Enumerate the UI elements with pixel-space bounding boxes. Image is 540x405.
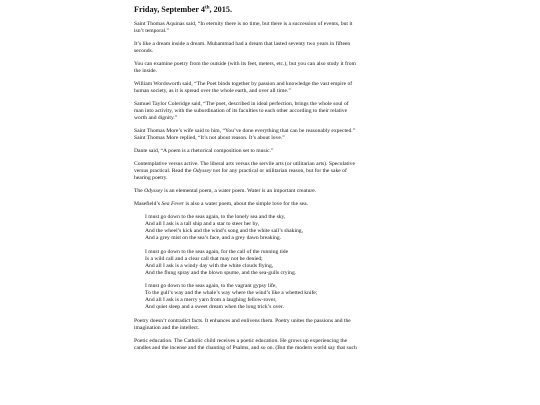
poem-line: I must go down to the seas again, to the lonely sea and the sky, xyxy=(145,214,286,220)
paragraph-masefield xyxy=(134,201,418,208)
poem-line: And the flung spray and the blown spume, and the sea-gulls crying. xyxy=(145,269,297,276)
paragraph-line: worth and dignity.” xyxy=(134,115,178,121)
line-segment: Masefield’s xyxy=(134,201,162,207)
paragraph-line: You can examine poetry from the outside (with its feet, meters, etc.), but you can also study it from xyxy=(134,61,356,67)
poem-line: And all I ask is a windy day with the white clouds flying, xyxy=(145,262,274,269)
poem-line: And the wheel’s kick and the wind’s song and the white sail’s shaking, xyxy=(145,228,303,234)
paragraph-line: candles and the incense and the chanting of Psalms, and so on. (But the modern world say that such xyxy=(134,344,357,351)
paragraph-contemplative xyxy=(134,161,418,182)
title-ordinal: th xyxy=(205,5,210,11)
poem-line: And all I ask is a merry yarn from a laughing fellow-rover, xyxy=(145,297,277,303)
poem-line: And all I ask is a tall ship and a star to steer her by, xyxy=(145,221,260,227)
page-title xyxy=(134,5,418,15)
line-segment: not for any practical or utilitarian reason, but for the sake of xyxy=(211,168,347,174)
paragraph-aquinas xyxy=(134,21,418,35)
paragraph-line: Samuel Taylor Coleridge said, “The poet, described in ideal perfection, brings the whole soul of xyxy=(134,101,349,107)
paragraph-poetry-study xyxy=(134,61,418,75)
paragraph-line: Saint Thomas Aquinas said, “In eternity there is no time, but there is a succession of events, but it xyxy=(134,21,353,27)
poem-stanza-2 xyxy=(145,249,418,277)
paragraph-dream xyxy=(134,41,418,55)
paragraph-poetry-facts xyxy=(134,318,418,332)
poem-stanza-3 xyxy=(145,283,418,311)
title-date: Friday, September 4 xyxy=(134,5,206,14)
paragraph-poetic-education xyxy=(134,338,418,352)
paragraph-line: imagination and the intellect. xyxy=(134,324,200,331)
line-segment: versus practical. Read the xyxy=(134,168,193,174)
paragraph-line: William Wordsworth said, “The Poet binds together by passion and knowledge the vast empire of xyxy=(134,81,353,87)
paragraph-line: It’s like a dream inside a dream. Muhammad had a dream that lasted seventy two years in fifteen xyxy=(134,41,351,47)
poem-line: Is a wild call and a clear call that may not be denied; xyxy=(145,255,263,262)
poem-line: I must go down to the seas again, to the vagrant gypsy life, xyxy=(145,283,277,289)
paragraph-wordsworth xyxy=(134,81,418,95)
paragraph-line: Saint Thomas More replied, “It’s not about reason. It’s about love.” xyxy=(134,135,285,141)
poem-line: I must go down to the seas again, for the call of the running tide xyxy=(145,248,289,255)
paragraph-coleridge xyxy=(134,101,418,122)
poem-line: And a grey mist on the sea’s face, and a grey dawn breaking. xyxy=(145,235,282,241)
paragraph-line: Poetry doesn’t contradict facts. It enhances and enlivens them. Poetry unites the passions and the xyxy=(134,317,351,324)
poem-stanza-1 xyxy=(145,214,418,242)
paragraph-line: seconds. xyxy=(134,48,154,54)
title-odyssey: Odyssey xyxy=(144,188,163,194)
poem-line: To the gull’s way and the whale’s way where the wind’s like a whetted knife; xyxy=(145,290,318,296)
line-segment: is an elemental poem, a water poem. Water is an important creature. xyxy=(162,188,317,194)
paragraph-line: Contemplative versus active. The liberal arts versus the servile arts (or utilitarian arts). Speculative xyxy=(134,161,355,167)
title-odyssey: Odyssey xyxy=(192,168,212,174)
paragraph-line: the inside. xyxy=(134,68,157,74)
paragraph-line xyxy=(134,201,418,208)
paragraph-thomas-more xyxy=(134,128,418,142)
paragraph-line: human society, as it is spread over the whole earth, and over all time.” xyxy=(134,88,291,94)
document-body xyxy=(134,5,418,358)
paragraph-odyssey-water xyxy=(134,188,418,195)
paragraph-line xyxy=(134,188,418,195)
paragraph-dante xyxy=(134,148,418,155)
paragraph-line: isn’t temporal.” xyxy=(134,28,170,34)
paragraph-line: hearing poetry. xyxy=(134,175,168,181)
paragraph-line: Dante said, “A poem is a rhetorical composition set to music.” xyxy=(134,148,274,154)
poem-line: And quiet sleep and a sweet dream when the long trick’s over. xyxy=(145,304,284,310)
paragraph-line: Saint Thomas More’s wife said to him, “You’ve done everything that can be reasonably expected.” xyxy=(134,128,356,134)
paragraph-line: man into activity, with the subordination of its faculties to each other according to their relative xyxy=(134,108,348,114)
title-year: , 2015. xyxy=(209,5,232,14)
line-segment: is also a water poem, about the simple love for the sea. xyxy=(184,201,308,207)
title-sea-fever: Sea Fever xyxy=(161,201,185,207)
line-segment: The xyxy=(134,188,145,194)
paragraph-line xyxy=(134,168,418,175)
paragraph-line: Poetic education. The Catholic child receives a poetic education. He grows up experiencing the xyxy=(134,337,348,344)
